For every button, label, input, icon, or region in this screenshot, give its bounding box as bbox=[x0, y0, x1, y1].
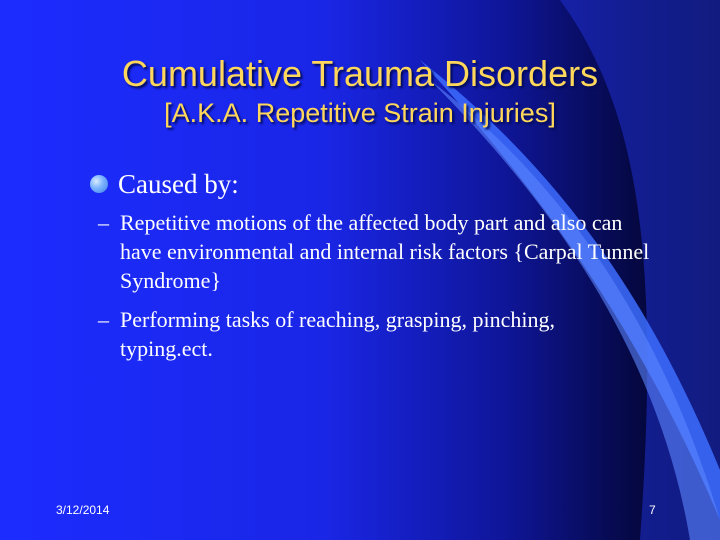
slide-title bbox=[0, 52, 720, 130]
title-main: Cumulative Trauma Disorders bbox=[121, 53, 599, 94]
dash-marker-icon: – bbox=[98, 210, 109, 235]
sub-bullet-list bbox=[90, 208, 650, 363]
footer-page-number: 7 bbox=[649, 503, 656, 517]
sub-bullet-text: Repetitive motions of the affected body part and also can have environmental and internal risk factors {Carpal Tunnel Syndrome} bbox=[120, 210, 650, 293]
bullet-caused-by bbox=[90, 166, 650, 202]
bullet-text: Caused by: bbox=[118, 169, 239, 199]
footer-date: 3/12/2014 bbox=[56, 503, 110, 517]
title-subtitle: [A.K.A. Repetitive Strain Injuries] bbox=[164, 98, 556, 128]
bullet-dot-icon bbox=[90, 175, 108, 193]
sub-bullet-item bbox=[90, 208, 650, 295]
slide-content bbox=[90, 166, 650, 373]
sub-bullet-text: Performing tasks of reaching, grasping, pinching, typing.ect. bbox=[120, 307, 556, 361]
sub-bullet-item bbox=[90, 305, 650, 363]
dash-marker-icon: – bbox=[98, 307, 109, 332]
